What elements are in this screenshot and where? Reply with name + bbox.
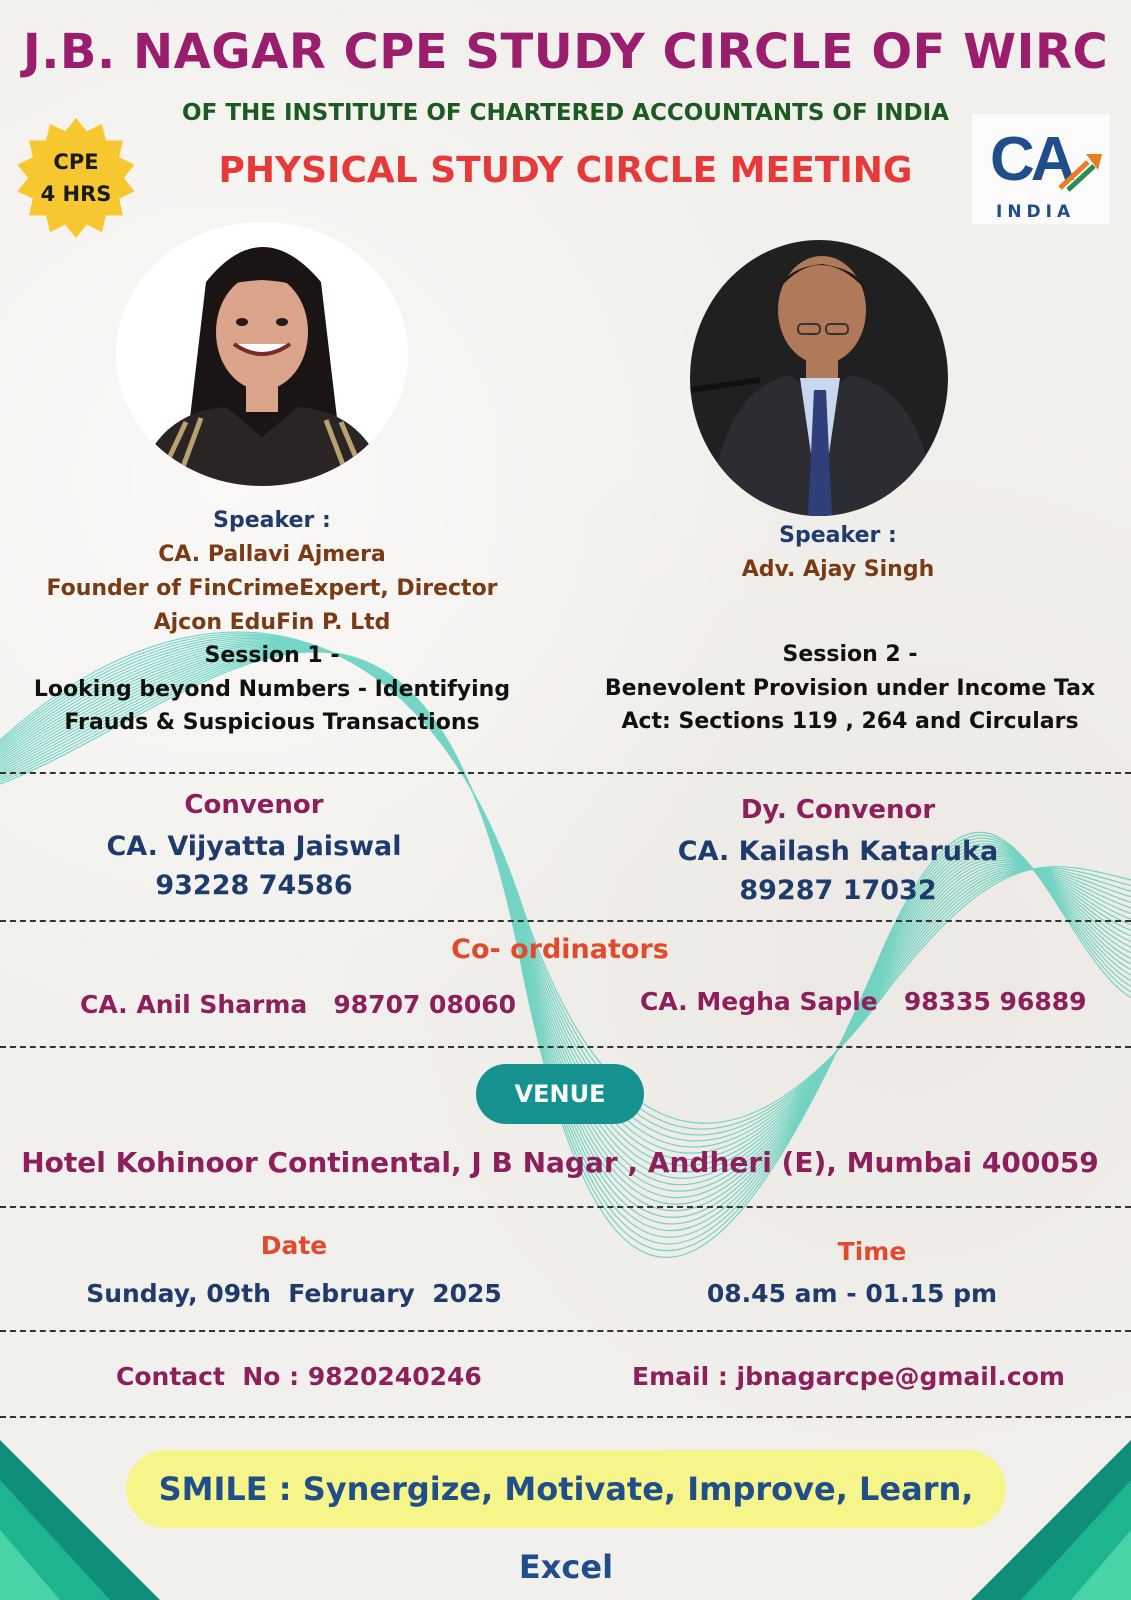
coordinator-2: CA. Megha Saple 98335 96889 xyxy=(640,987,1087,1016)
cpe-hours: 4 HRS xyxy=(40,182,112,206)
session1-topic-line1: Looking beyond Numbers - Identifying xyxy=(33,677,511,702)
speaker1-name: CA. Pallavi Ajmera xyxy=(158,542,386,567)
speaker2-label: Speaker : xyxy=(779,523,897,548)
speaker1-company: Ajcon EduFin P. Ltd xyxy=(153,610,391,635)
divider xyxy=(0,1416,1131,1418)
meeting-heading: PHYSICAL STUDY CIRCLE MEETING xyxy=(218,150,913,191)
cpe-label: CPE xyxy=(53,150,99,174)
divider xyxy=(0,1046,1131,1048)
india-logo-text: INDIA xyxy=(996,202,1076,222)
convenor-name: CA. Vijyatta Jaiswal xyxy=(106,831,402,862)
dy-convenor-label: Dy. Convenor xyxy=(740,795,936,825)
divider xyxy=(0,772,1131,774)
venue-address: Hotel Kohinoor Continental, J B Nagar , Andheri (E), Mumbai 400059 xyxy=(21,1146,1099,1179)
speaker1-label: Speaker : xyxy=(213,508,331,533)
session2-topic-line1: Benevolent Provision under Income Tax xyxy=(604,676,1096,701)
divider xyxy=(0,920,1131,922)
session2-label: Session 2 - xyxy=(782,642,918,667)
contact-phone: Contact No : 9820240246 xyxy=(116,1362,482,1391)
smile-motto: SMILE : Synergize, Motivate, Improve, Learn, Excel xyxy=(126,1450,1006,1528)
time-label: Time xyxy=(837,1237,907,1266)
speaker2-name: Adv. Ajay Singh xyxy=(741,557,935,582)
coordinators-label: Co- ordinators xyxy=(451,934,669,965)
cpe-badge-text xyxy=(14,146,138,210)
logo-arrow-icon xyxy=(1058,150,1104,192)
speaker1-photo xyxy=(116,222,408,486)
convenor-phone: 93228 74586 xyxy=(155,870,353,901)
date-label: Date xyxy=(260,1231,328,1260)
session1-label: Session 1 - xyxy=(204,643,340,668)
divider xyxy=(0,1330,1131,1332)
coordinator-1: CA. Anil Sharma 98707 08060 xyxy=(80,990,517,1019)
speaker1-role: Founder of FinCrimeExpert, Director xyxy=(46,576,498,601)
date-value: Sunday, 09th February 2025 xyxy=(86,1279,502,1308)
contact-email[interactable]: Email : jbnagarcpe@gmail.com xyxy=(632,1362,1065,1391)
time-value: 08.45 am - 01.15 pm xyxy=(706,1279,998,1308)
divider xyxy=(0,1206,1131,1208)
session1-topic-line2: Frauds & Suspicious Transactions xyxy=(64,710,480,735)
ca-logo-text: CA xyxy=(990,125,1072,194)
dy-convenor-name: CA. Kailash Kataruka xyxy=(677,836,999,867)
institute-subtitle: OF THE INSTITUTE OF CHARTERED ACCOUNTANTS OF INDIA xyxy=(182,100,949,126)
venue-badge: VENUE xyxy=(476,1064,644,1124)
session2-topic-line2: Act: Sections 119 , 264 and Circulars xyxy=(621,709,1079,734)
speaker2-photo xyxy=(690,240,948,516)
convenor-label: Convenor xyxy=(184,790,324,820)
page-title: J.B. NAGAR CPE STUDY CIRCLE OF WIRC xyxy=(22,24,1109,80)
dy-convenor-phone: 89287 17032 xyxy=(739,875,937,906)
